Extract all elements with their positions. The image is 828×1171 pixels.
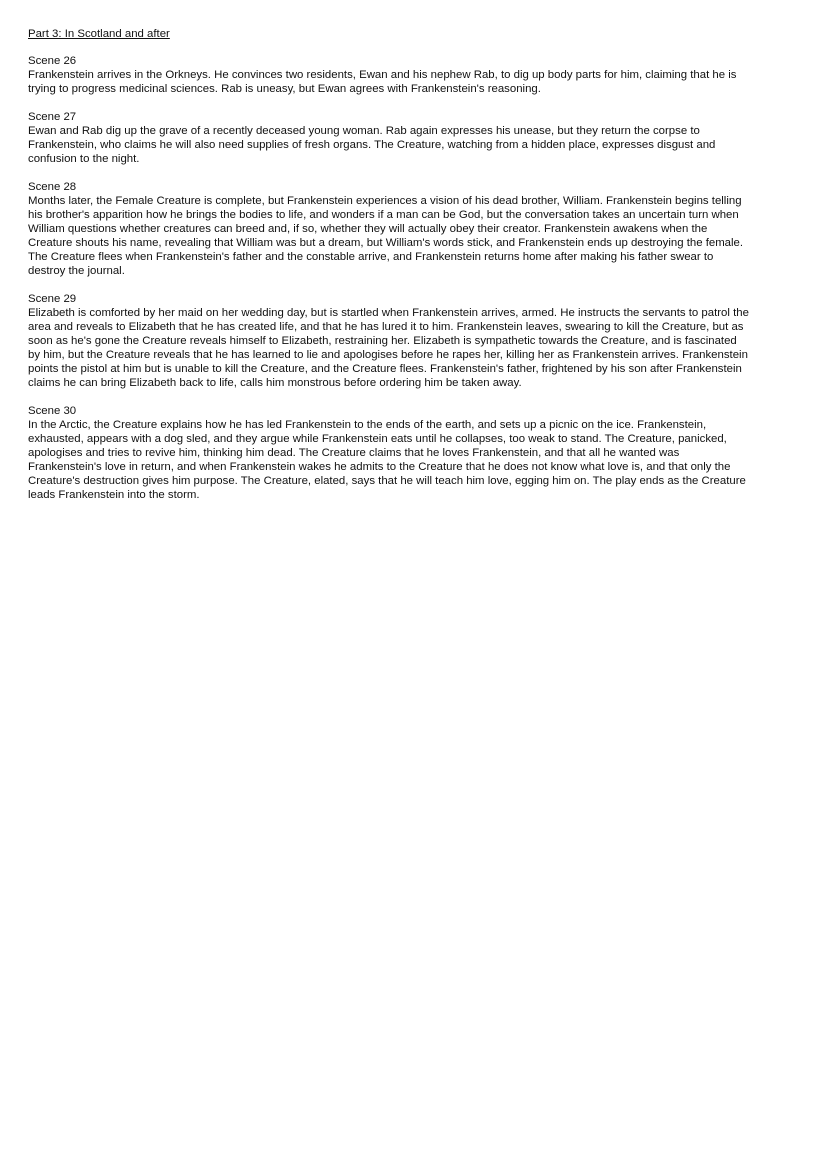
scene-section	[28, 180, 749, 278]
scene-summary-line: destroy the journal.	[28, 265, 125, 277]
scene-heading: Scene 29	[28, 293, 77, 305]
scene-summary-line: leads Frankenstein into the storm.	[28, 489, 200, 501]
scene-summary-line: area and reveals to Elizabeth that he has created life, and that he has lured it to him. Frankenstein leaves, swearing to kill the Creature, but as	[28, 321, 744, 333]
scene-section	[28, 404, 749, 502]
scene-section	[28, 54, 749, 96]
scene-section	[28, 110, 749, 166]
scene-summary-line: confusion to the night.	[28, 153, 140, 165]
document-page	[28, 27, 749, 516]
scene-heading: Scene 26	[28, 55, 77, 67]
scene-summary-line: Months later, the Female Creature is complete, but Frankenstein experiences a vision of his dead brother, William. Frankenstein begins telling	[28, 195, 742, 207]
scene-summary-line: Elizabeth is comforted by her maid on her wedding day, but is startled when Frankenstein arrives, armed. He instructs the servants to patrol the	[28, 307, 749, 319]
scene-summary-line: Frankenstein arrives in the Orkneys. He convinces two residents, Ewan and his nephew Rab, to dig up body parts for him, claiming that he is	[28, 69, 737, 81]
scene-summary-line: William questions whether creatures can breed and, if so, whether they will actually obey their creator. Frankenstein awakens when the	[28, 223, 708, 235]
scene-summary-line: exhausted, appears with a dog sled, and they argue while Frankenstein eats until he collapses, too weak to stand. The Creature, panicked,	[28, 433, 727, 445]
scene-summary-line: points the pistol at him but is unable to kill the Creature, and the Creature flees. Frankenstein's father, frightened by his son after Frankenstein	[28, 363, 742, 375]
scene-summary-line: apologises and tries to revive him, thinking him dead. The Creature claims that he loves Frankenstein, and that all he wanted was	[28, 447, 680, 459]
scene-summary-line: Frankenstein, who claims he will also need supplies of fresh organs. The Creature, watching from a hidden place, expresses disgust and	[28, 139, 716, 151]
scene-summary-line: Creature shouts his name, revealing that William was but a dream, but William's words stick, and Frankenstein ends up destroying the female.	[28, 237, 744, 249]
section-title: Part 3: In Scotland and after	[28, 28, 170, 40]
scene-summary-line: by him, but the Creature reveals that he has learned to lie and apologises before he rapes her, killing her as Frankenstein arrives. Frankenstein	[28, 349, 748, 361]
scene-summary-line: In the Arctic, the Creature explains how he has led Frankenstein to the ends of the earth, and sets up a picnic on the ice. Frankenstein,	[28, 419, 707, 431]
scene-heading: Scene 27	[28, 111, 77, 123]
scene-section	[28, 292, 749, 390]
scene-heading: Scene 30	[28, 405, 77, 417]
scene-summary-line: claims he can bring Elizabeth back to life, calls him monstrous before ordering him be taken away.	[28, 377, 522, 389]
scene-summary-line: trying to progress medicinal sciences. Rab is uneasy, but Ewan agrees with Frankenstein's reasoning.	[28, 83, 541, 95]
scene-summary-line: soon as he's gone the Creature reveals himself to Elizabeth, restraining her. Elizabeth is sympathetic towards the Creature, and is fascinated	[28, 335, 737, 347]
scene-heading: Scene 28	[28, 181, 77, 193]
scene-list	[28, 54, 749, 502]
scene-summary-line: Creature's destruction gives him purpose. The Creature, elated, says that he will teach him love, egging him on. The play ends as the Creature	[28, 475, 746, 487]
scene-summary-line: Frankenstein's love in return, and when Frankenstein wakes he admits to the Creature that he does not know what love is, and that only the	[28, 461, 731, 473]
scene-summary-line: Ewan and Rab dig up the grave of a recently deceased young woman. Rab again expresses his unease, but they return the corpse to	[28, 125, 700, 137]
scene-summary-line: The Creature flees when Frankenstein's father and the constable arrive, and Frankenstein returns home after making his father swear to	[28, 251, 714, 263]
scene-summary-line: his brother's apparition how he brings the bodies to life, and wonders if a man can be God, but the conversation takes an uncertain turn when	[28, 209, 739, 221]
